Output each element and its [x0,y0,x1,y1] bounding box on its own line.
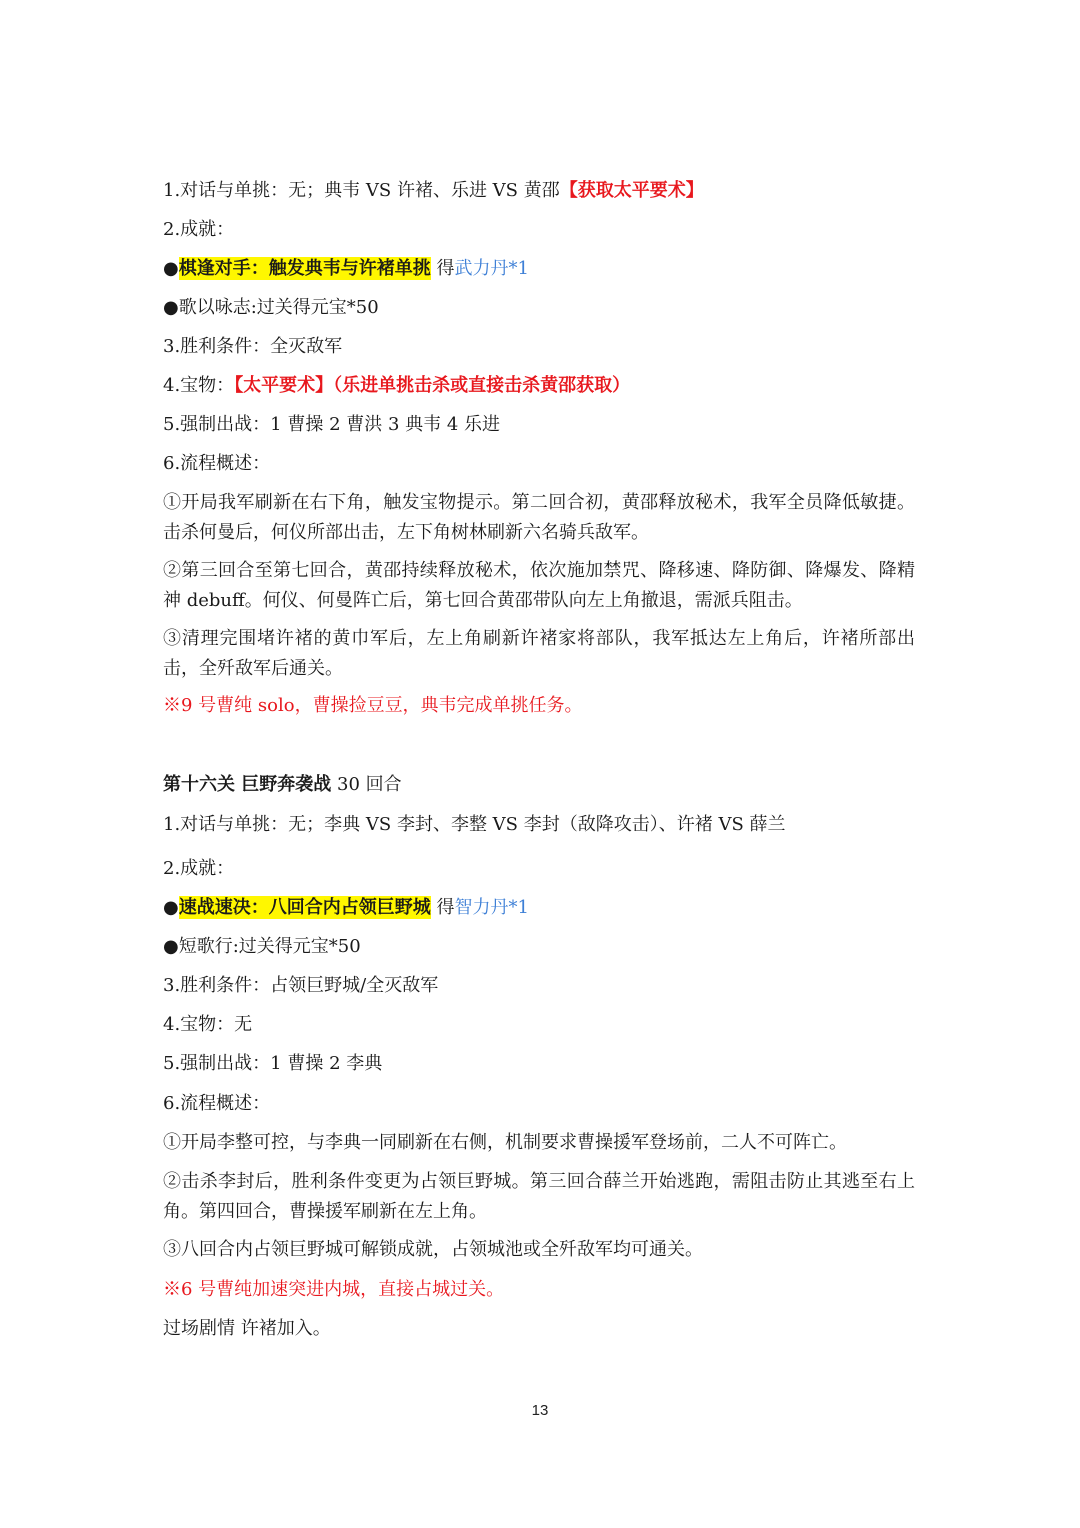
s2-achievement-1-mid: 得 [430,897,455,918]
bullet-icon: ● [163,897,179,918]
page-number: 13 [531,1402,549,1419]
s2-flow-2: ②击杀李封后，胜利条件变更为占领巨野城。第三回合薛兰开始逃跑，需阻击防止其逃至右上角。第四回合，曹操援军刷新在左上角。 [163,1171,915,1222]
s1-flow-label: 6.流程概述： [163,453,271,474]
s1-dialogue-text: 1.对话与单挑：无；典韦 VS 许褚、乐进 VS 黄邵 [163,180,560,201]
s2-achievement-1-reward: 智力丹*1 [454,897,529,918]
s2-achievement-1-title: 速战速决：八回合内占领巨野城 [178,897,431,918]
s1-flow-2: ②第三回合至第七回合，黄邵持续释放秘术，依次施加禁咒、降移速、降防御、降爆发、降精神 debuff。何仪、何曼阵亡后，第七回合黄邵带队向左上角撤退，需派兵阻击。 [163,560,915,611]
s1-treasure-prefix: 4.宝物： [163,375,235,396]
s2-flow-label: 6.流程概述： [163,1093,271,1114]
s2-title [163,775,923,795]
s1-treasure-value: 【太平要术】（乐进单挑击杀或直接击杀黄邵获取） [234,375,631,396]
s1-victory: 3.胜利条件：全灭敌军 [163,336,343,357]
s1-achievement-1 [163,259,923,279]
s1-dialogue [163,181,923,201]
s2-title-rounds: 30 回合 [331,774,402,795]
s1-flow-1: ①开局我军刷新在右下角，触发宝物提示。第二回合初，黄邵释放秘术，我军全员降低敏捷。击杀何曼后，何仪所部出击，左下角树林刷新六名骑兵敌军。 [163,492,915,543]
s1-forced: 5.强制出战：1 曹操 2 曹洪 3 典韦 4 乐进 [163,414,501,435]
s2-achievements-label: 2.成就： [163,858,235,879]
s2-note: ※6 号曹纯加速突进内城，直接占城过关。 [163,1279,505,1300]
s2-achievement-2: ●短歌行:过关得元宝*50 [163,936,361,957]
s1-flow-3: ③清理完围堵许褚的黄巾军后，左上角刷新许褚家将部队，我军抵达左上角后，许褚所部出击，全歼敌军后通关。 [163,628,915,679]
s1-achievement-2: ●歌以咏志:过关得元宝*50 [163,297,379,318]
s2-flow-3: ③八回合内占领巨野城可解锁成就，占领城池或全歼敌军均可通关。 [163,1239,703,1260]
s2-treasure: 4.宝物：无 [163,1014,253,1035]
s2-achievement-1 [163,898,923,918]
bullet-icon: ● [163,258,179,279]
s2-cutscene: 过场剧情 许褚加入。 [163,1318,331,1339]
s1-treasure [163,376,923,396]
s1-dialogue-highlight: 【获取太平要术】 [559,180,704,201]
s2-dialogue: 1.对话与单挑：无；李典 VS 李封、李整 VS 李封（敌降攻击）、许褚 VS 薛兰 [163,814,786,835]
s1-achievement-1-reward: 武力丹*1 [454,258,529,279]
s2-victory: 3.胜利条件：占领巨野城/全灭敌军 [163,975,439,996]
s2-title-bold: 第十六关 巨野奔袭战 [163,774,332,795]
s1-achievement-1-mid: 得 [430,258,455,279]
s2-flow-1: ①开局李整可控，与李典一同刷新在右侧，机制要求曹操援军登场前，二人不可阵亡。 [163,1132,847,1153]
s1-achievement-1-title: 棋逢对手：触发典韦与许褚单挑 [178,258,431,279]
s2-forced: 5.强制出战：1 曹操 2 李典 [163,1053,383,1074]
s1-note: ※9 号曹纯 solo，曹操捡豆豆，典韦完成单挑任务。 [163,695,583,716]
s1-achievements-label: 2.成就： [163,219,235,240]
